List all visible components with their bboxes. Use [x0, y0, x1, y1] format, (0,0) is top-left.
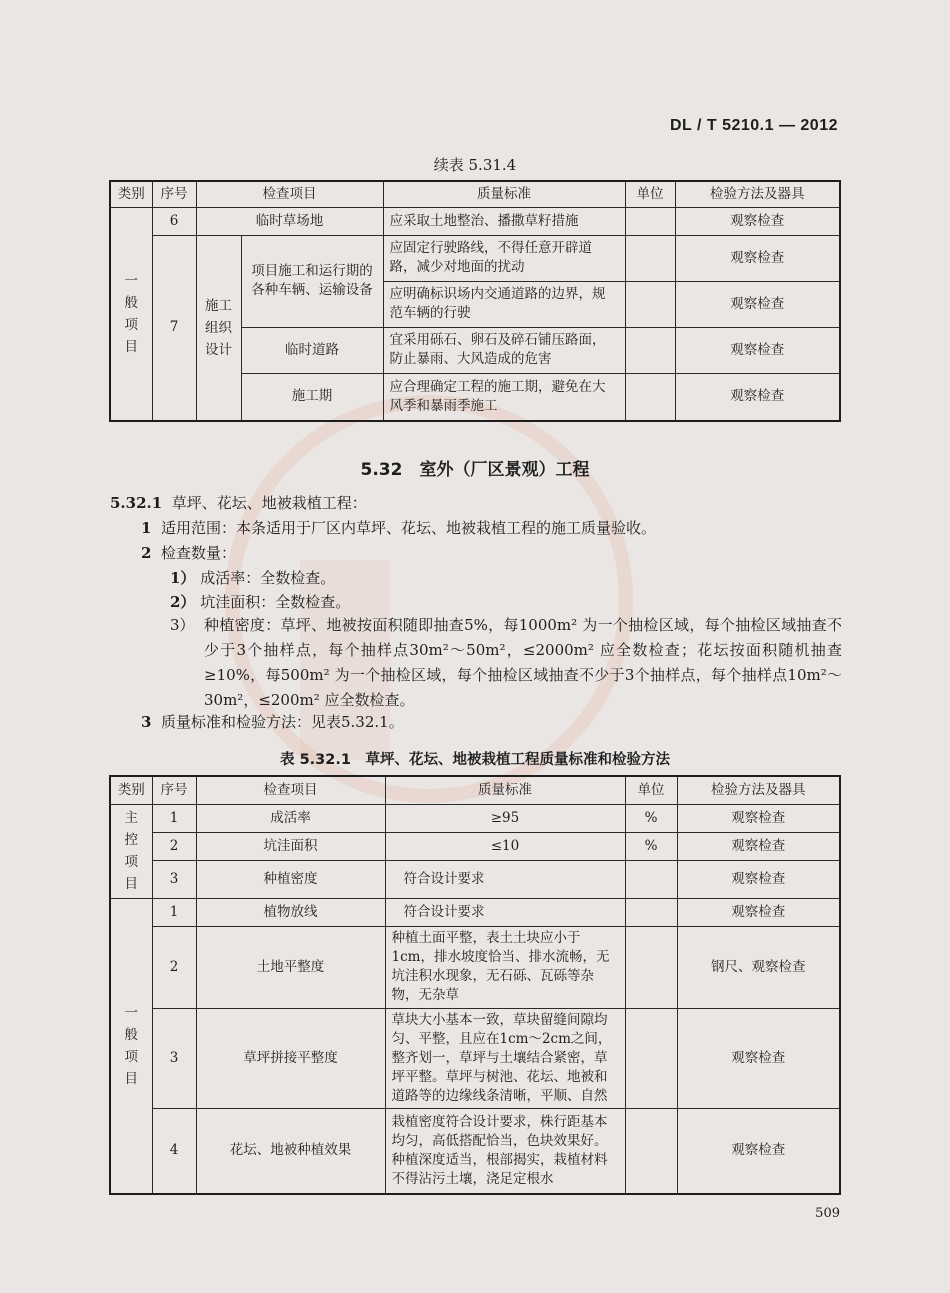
table-row — [110, 926, 840, 1008]
item-1 — [141, 516, 656, 540]
cell-unit — [625, 898, 677, 926]
cell-item: 临时草场地 — [196, 207, 383, 235]
cell-seq: 2 — [152, 926, 196, 1008]
subitem-text: 成活率：全数检查。 — [200, 569, 336, 587]
table-row — [110, 207, 840, 235]
cell-item: 植物放线 — [196, 898, 385, 926]
table1-header: 质量标准 — [383, 181, 625, 207]
cell-standard: ≥95 — [385, 804, 625, 832]
cell-method: 观察检查 — [677, 898, 840, 926]
cell-item: 种植密度 — [196, 860, 385, 898]
table-row — [110, 235, 840, 281]
page-number: 509 — [815, 1206, 840, 1221]
table-row — [110, 1108, 840, 1194]
table2-header-row — [110, 776, 840, 804]
cell-standard: 种植土面平整，表土土块应小于1cm，排水坡度恰当、排水流畅，无坑洼积水现象，无石砾、瓦砾等杂物，无杂草 — [385, 926, 625, 1008]
table1-category: 一 般 项 目 — [110, 207, 152, 421]
cell-method: 观察检查 — [677, 1108, 840, 1194]
cell-standard: 符合设计要求 — [385, 898, 625, 926]
item-text: 检查数量： — [160, 544, 236, 562]
cell-method: 观察检查 — [677, 860, 840, 898]
cell-standard: 符合设计要求 — [385, 860, 625, 898]
item-text: 适用范围：本条适用于厂区内草坪、花坛、地被栽植工程的施工质量验收。 — [160, 519, 656, 537]
cell-seq: 4 — [152, 1108, 196, 1194]
cell-seq: 2 — [152, 832, 196, 860]
cell-seq: 1 — [152, 804, 196, 832]
table1-caption: 续表 5.31.4 — [433, 156, 517, 174]
item-text: 质量标准和检验方法：见表5.32.1。 — [160, 713, 404, 731]
cell-standard: ≤10 — [385, 832, 625, 860]
table2-caption: 表 5.32.1 草坪、花坛、地被栽植工程质量标准和检验方法 — [280, 752, 670, 768]
subitem-number: 2） — [170, 593, 196, 611]
cell-method: 观察检查 — [675, 373, 840, 421]
cell-unit: % — [625, 832, 677, 860]
subitem-3-number: 3） — [170, 616, 195, 634]
table2-header: 类别 — [110, 776, 152, 804]
cell-unit: % — [625, 804, 677, 832]
subitem-1 — [170, 566, 335, 590]
subitem-text: 坑洼面积：全数检查。 — [200, 593, 351, 611]
table1 — [109, 180, 841, 422]
cell-method: 观察检查 — [675, 327, 840, 373]
subitem-number: 1） — [170, 569, 196, 587]
cell-unit — [625, 373, 675, 421]
table-row — [110, 860, 840, 898]
subitem-3-text: 种植密度：草坪、地被按面积随即抽查5%，每1000m² 为一个抽检区域，每个抽检区域抽查不少于3个抽样点，每个抽样点30m²～50m²，≤2000m² 应全数检查；花坛按面积随机抽查≥10%，每500m² 为一个抽检区域，每个抽检区域抽查不少于3个抽样点，每个抽样点10m²～30m²，≤200m² 应全数检查。 — [204, 616, 842, 709]
table1-header: 类别 — [110, 181, 152, 207]
cell-standard: 宜采用砾石、卵石及碎石铺压路面，防止暴雨、大风造成的危害 — [383, 327, 625, 373]
cell-unit — [625, 281, 675, 327]
cell-standard: 草块大小基本一致，草块留缝间隙均匀、平整，且应在1cm～2cm之间，整齐划一，草坪与土壤结合紧密，草坪平整。草坪与树池、花坛、地被和道路等的边缘线条清晰，平顺、自然 — [385, 1008, 625, 1108]
table-row — [110, 1008, 840, 1108]
cell-standard: 应明确标识场内交通道路的边界，规范车辆的行驶 — [383, 281, 625, 327]
item-number: 1 — [141, 519, 152, 537]
table-row — [110, 804, 840, 832]
clause-text: 草坪、花坛、地被栽植工程： — [171, 494, 367, 512]
table2-header: 检查项目 — [196, 776, 385, 804]
table2-header: 序号 — [152, 776, 196, 804]
cell-seq: 3 — [152, 860, 196, 898]
cell-item: 坑洼面积 — [196, 832, 385, 860]
cell-method: 观察检查 — [677, 804, 840, 832]
table1-header: 检验方法及器具 — [675, 181, 840, 207]
subitem-2 — [170, 590, 350, 614]
cell-method: 观察检查 — [675, 281, 840, 327]
item-number: 2 — [141, 544, 152, 562]
cell-unit — [625, 926, 677, 1008]
cell-unit — [625, 235, 675, 281]
cell-method: 观察检查 — [675, 235, 840, 281]
table1-header: 单位 — [625, 181, 675, 207]
cell-seq: 7 — [152, 235, 196, 421]
cell-method: 钢尺、观察检查 — [677, 926, 840, 1008]
table2-main-category: 主 控 项 目 — [110, 804, 152, 898]
cell-method: 观察检查 — [677, 832, 840, 860]
table-row — [110, 898, 840, 926]
cell-unit — [625, 327, 675, 373]
table1-header-row — [110, 181, 840, 207]
cell-standard: 应采取土地整治、播撒草籽措施 — [383, 207, 625, 235]
table-row — [110, 832, 840, 860]
table1-header: 序号 — [152, 181, 196, 207]
cell-item: 成活率 — [196, 804, 385, 832]
table2-header: 质量标准 — [385, 776, 625, 804]
item-number: 3 — [141, 713, 152, 731]
cell-unit — [625, 1008, 677, 1108]
cell-standard: 栽植密度符合设计要求，株行距基本均匀，高低搭配恰当，色块效果好。种植深度适当，根部揭实，栽植材料不得沾污土壤，浇足定根水 — [385, 1108, 625, 1194]
cell-method: 观察检查 — [677, 1008, 840, 1108]
cell-item: 临时道路 — [241, 327, 383, 373]
cell-item: 土地平整度 — [196, 926, 385, 1008]
cell-unit — [625, 207, 675, 235]
cell-group: 施工 组织 设计 — [196, 235, 241, 421]
clause-number: 5.32.1 — [110, 494, 163, 512]
table1-header: 检查项目 — [196, 181, 383, 207]
table2-header: 单位 — [625, 776, 677, 804]
cell-unit — [625, 860, 677, 898]
item-2 — [141, 541, 236, 565]
cell-unit — [625, 1108, 677, 1194]
table2-header: 检验方法及器具 — [677, 776, 840, 804]
cell-item: 草坪拼接平整度 — [196, 1008, 385, 1108]
cell-seq: 3 — [152, 1008, 196, 1108]
section-title: 5.32 室外（厂区景观）工程 — [360, 460, 590, 480]
cell-standard: 应固定行驶路线，不得任意开辟道路，减少对地面的扰动 — [383, 235, 625, 281]
cell-item: 项目施工和运行期的各种车辆、运输设备 — [241, 235, 383, 327]
cell-item: 花坛、地被种植效果 — [196, 1108, 385, 1194]
cell-seq: 1 — [152, 898, 196, 926]
cell-standard: 应合理确定工程的施工期，避免在大风季和暴雨季施工 — [383, 373, 625, 421]
cell-method: 观察检查 — [675, 207, 840, 235]
item-3 — [141, 710, 404, 734]
table2 — [109, 775, 841, 1195]
clause-5-32-1 — [110, 491, 367, 515]
cell-seq: 6 — [152, 207, 196, 235]
document-id: DL / T 5210.1 — 2012 — [669, 117, 838, 134]
cell-item: 施工期 — [241, 373, 383, 421]
table2-general-category: 一 般 项 目 — [110, 898, 152, 1194]
